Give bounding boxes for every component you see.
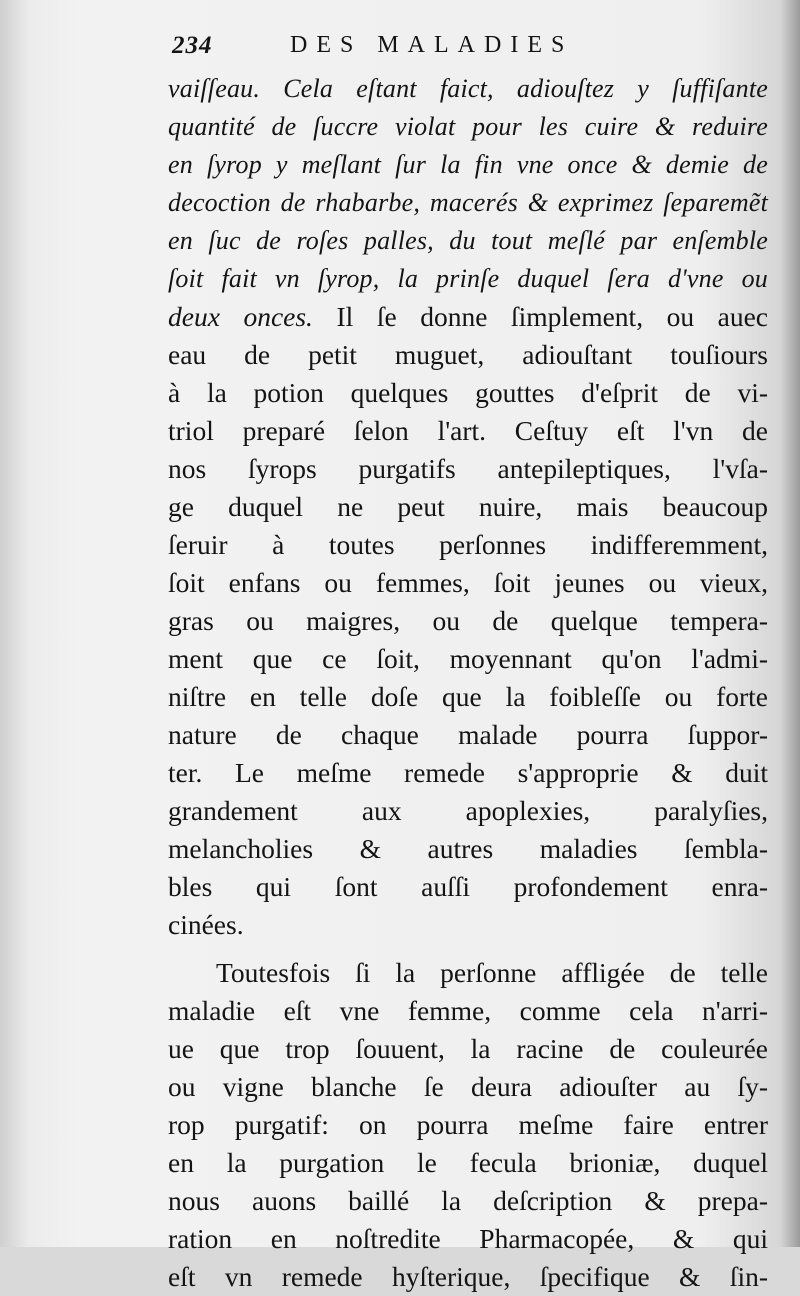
- roman-fragment: Il ſe donne ſimplement, ou auec: [336, 301, 768, 332]
- text-line: ge duquel ne peut nuire, mais beaucoup: [168, 491, 768, 522]
- text-line: decoction de rhabarbe, macerés & exprimez ſeparemẽt: [168, 188, 768, 217]
- text-line: triol preparé ſelon l'art. Ceſtuy eſt l'vn de: [168, 415, 768, 446]
- text-line: ter. Le meſme remede s'approprie & duit: [168, 757, 768, 788]
- text-line: quantité de ſuccre violat pour les cuire & reduire: [168, 112, 768, 141]
- text-line: maladie eſt vne femme, comme cela n'arri-: [168, 995, 768, 1026]
- text-line: ue que trop ſouuent, la racine de couleurée: [168, 1033, 768, 1064]
- text-line: nos ſyrops purgatifs antepileptiques, l'vſa-: [168, 453, 768, 484]
- italic-passage: [168, 70, 768, 298]
- text-line: ſoit enfans ou femmes, ſoit jeunes ou vieux,: [168, 567, 768, 598]
- text-line: en la purgation le fecula brioniæ, duquel: [168, 1147, 768, 1178]
- text-line: eau de petit muguet, adiouſtant touſiours: [168, 339, 768, 370]
- text-line: ration en noſtredite Pharmacopée, & qui: [168, 1223, 768, 1254]
- text-line: ment que ce ſoit, moyennant qu'on l'admi-: [168, 643, 768, 674]
- text-line: eſt vn remede hyſterique, ſpecifique & ſin-: [168, 1261, 768, 1292]
- running-head: DES MALADIES: [290, 32, 574, 58]
- italic-fragment: deux onces.: [168, 301, 313, 332]
- text-line: cinées.: [168, 909, 244, 940]
- text-line: nous auons baillé la deſcription & prepa-: [168, 1185, 768, 1216]
- paragraph-2: [168, 954, 768, 1296]
- text-line: ou vigne blanche ſe deura adiouſter au ſy-: [168, 1071, 768, 1102]
- text-line: Toutesfois ſi la perſonne affligée de telle: [216, 957, 768, 988]
- text-line: à la potion quelques gouttes d'eſprit de vi-: [168, 377, 768, 408]
- text-line: grandement aux apoplexies, paralyſies,: [168, 795, 768, 826]
- page-header: [172, 32, 772, 72]
- text-block: [168, 70, 768, 1296]
- text-line: en ſuc de roſes palles, du tout meſlé par enſemble: [168, 226, 768, 255]
- text-line: en ſyrop y meſlant ſur la fin vne once & demie de: [168, 150, 768, 179]
- text-line: gras ou maigres, ou de quelque tempera-: [168, 605, 768, 636]
- text-line: ſoit fait vn ſyrop, la prinſe duquel ſera d'vne ou: [168, 264, 768, 293]
- text-line: ſeruir à toutes perſonnes indifferemment,: [168, 529, 768, 560]
- text-line: bles qui ſont auſſi profondement enra-: [168, 871, 768, 902]
- text-line: rop purgatif: on pourra meſme faire entrer: [168, 1109, 768, 1140]
- text-line: nature de chaque malade pourra ſuppor-: [168, 719, 768, 750]
- page-number: 234: [172, 32, 213, 59]
- paragraph-1: [168, 298, 768, 944]
- text-line: niſtre en telle doſe que la foibleſſe ou forte: [168, 681, 768, 712]
- mixed-text-line: [168, 298, 768, 336]
- text-line: vaiſſeau. Cela eſtant faict, adiouſtez y ſuffiſante: [168, 74, 768, 103]
- text-line: melancholies & autres maladies ſembla-: [168, 833, 768, 864]
